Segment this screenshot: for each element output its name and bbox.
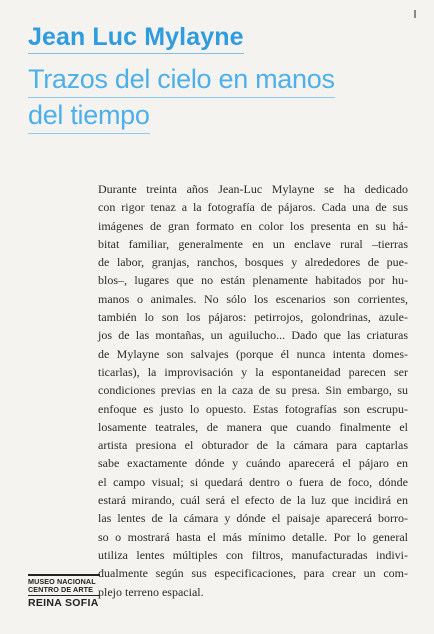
body-line: las lentes de la cámara y dónde el paisaje aparecerá borro- xyxy=(98,511,408,526)
body-line: enfoque es justo lo opuesto. Estas fotografías son escrupu- xyxy=(98,401,408,416)
body-paragraph xyxy=(98,180,408,601)
crop-mark xyxy=(414,10,416,18)
body-line: bitat familiar, generalmente en un enclave rural –tierras xyxy=(98,236,408,251)
body-line: de labor, granjas, ranchos, bosques y alrededores de pue- xyxy=(98,255,408,270)
body-line: condiciones previas en la caza de su presa. Sin embargo, su xyxy=(98,383,408,398)
museum-logo xyxy=(28,574,100,609)
body-line: dualmente según sus especificaciones, para crear un com- xyxy=(98,566,408,581)
title-line-1: Trazos del cielo en manos xyxy=(28,62,335,98)
body-line: losamente teatrales, de manera que cuando finalmente el xyxy=(98,419,408,434)
body-line: sabe exactamente dónde y cuándo aparecerá el pájaro en xyxy=(98,456,408,471)
logo-line-centro: CENTRO DE ARTE xyxy=(28,585,94,594)
body-line: estará mirando, cuál será el efecto de la luz que incidirá en xyxy=(98,493,408,508)
body-line: artista presiona el obturador de la cámara para captarlas xyxy=(98,438,408,453)
body-line: plejo terreno espacial. xyxy=(98,584,204,599)
title-line-2: del tiempo xyxy=(28,98,150,134)
body-line: el campo visual; si quedará dentro o fuera de foco, dónde xyxy=(98,474,408,489)
body-line: ticarlas), la improvisación y la espontaneidad parecen ser xyxy=(98,364,408,379)
body-line: utiliza lentes múltiples con filtros, manufacturadas indivi- xyxy=(98,547,408,562)
exhibition-title xyxy=(28,62,335,134)
body-line: blos–, lugares que no están plenamente habitados por hu- xyxy=(98,273,408,288)
author-name: Jean Luc Mylayne xyxy=(28,22,244,54)
logo-line-museo: MUSEO NACIONAL xyxy=(28,574,100,586)
body-line: de Mylayne son salvajes (porque él nunca intenta domes- xyxy=(98,346,408,361)
body-line: imágenes de gran formato en color los presenta en su há- xyxy=(98,218,408,233)
body-line: jos de las montañas, un aguilucho... Dado que las criaturas xyxy=(98,328,408,343)
logo-line-reina: REINA SOFIA xyxy=(28,597,99,609)
body-line: también lo son los pájaros: petirrojos, golondrinas, azule- xyxy=(98,310,408,325)
body-line: con rigor tenaz a la fotografía de pájaros. Cada una de sus xyxy=(98,200,408,215)
body-line: Durante treinta años Jean-Luc Mylayne se ha dedicado xyxy=(98,182,408,196)
body-line: so o mostrará hasta el más mínimo detalle. Por lo general xyxy=(98,529,408,544)
body-line: manos o animales. No sólo los escenarios son corrientes, xyxy=(98,291,408,306)
